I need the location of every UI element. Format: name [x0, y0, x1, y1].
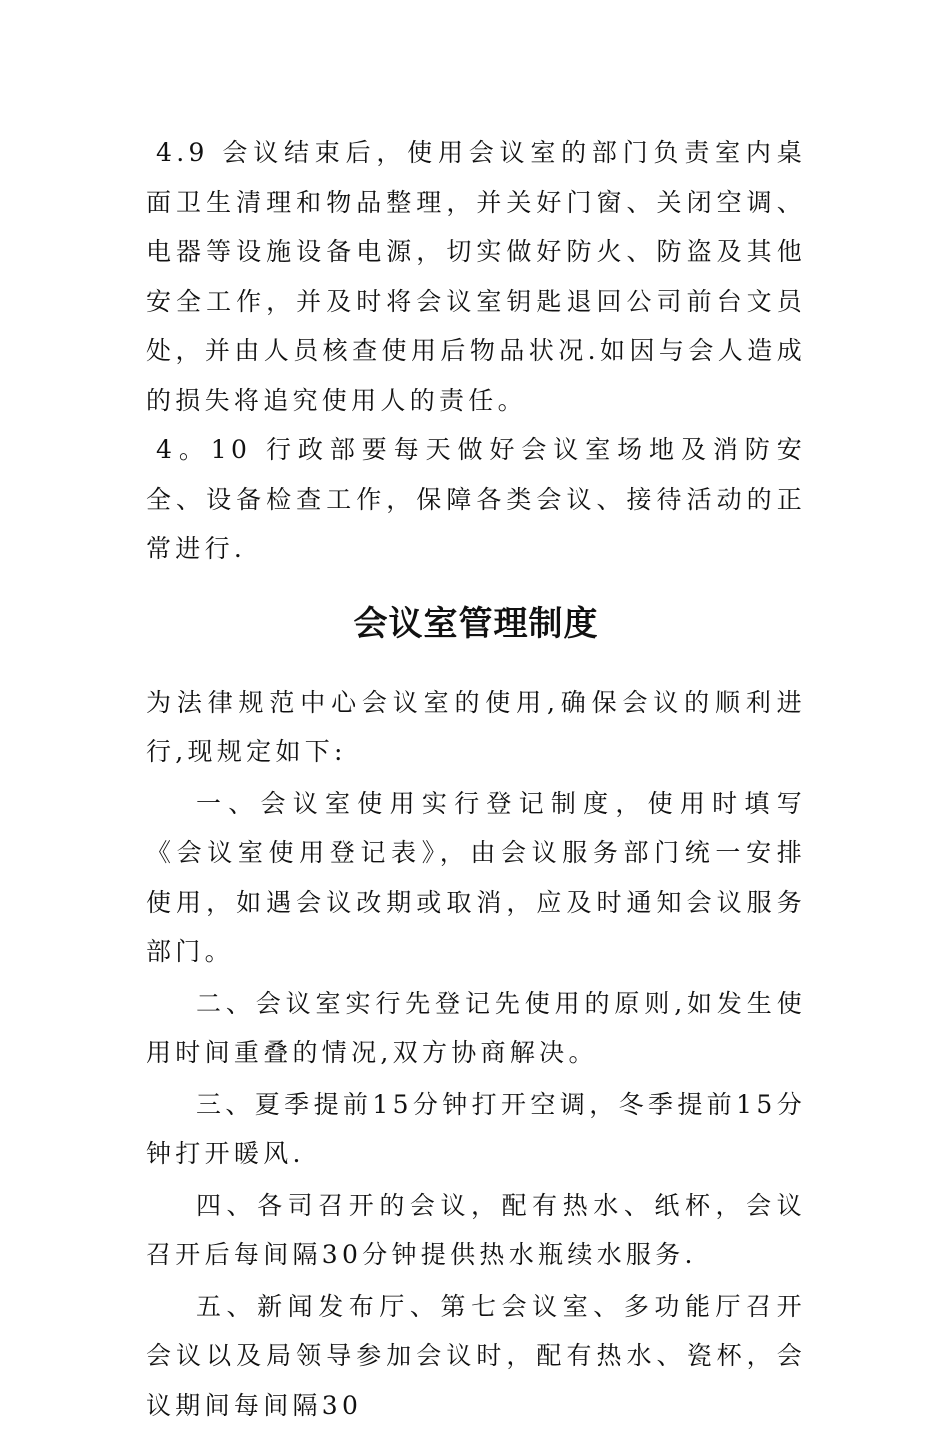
rule-1: 一、会议室使用实行登记制度，使用时填写《会议室使用登记表》，由会议服务部门统一安排使用，如遇会议改期或取消，应及时通知会议服务部门。 [146, 788, 806, 966]
rule-4: 四、各司召开的会议，配有热水、纸杯，会议召开后每间隔30分钟提供热水瓶续水服务. [146, 1190, 806, 1269]
document-page [146, 128, 806, 1432]
intro-paragraph: 为法律规范中心会议室的使用,确保会议的顺利进行,现规定如下: [146, 687, 806, 766]
document-title: 会议室管理制度 [353, 603, 599, 644]
paragraph-4-10: 4。10 行政部要每天做好会议室场地及消防安全、设备检查工作，保障各类会议、接待活动的正常进行. [146, 435, 806, 563]
rule-3: 三、夏季提前15分钟打开空调，冬季提前15分钟打开暖风. [146, 1089, 806, 1168]
rule-5: 五、新闻发布厅、第七会议室、多功能厅召开会议以及局领导参加会议时，配有热水、瓷杯，会议期间每间隔30 [146, 1291, 806, 1420]
paragraph-4-9: 4.9 会议结束后，使用会议室的部门负责室内桌面卫生清理和物品整理，并关好门窗、关闭空调、电器等设施设备电源，切实做好防火、防盗及其他安全工作，并及时将会议室钥匙退回公司前台文员处，并由人员核查使用后物品状况.如因与会人造成的损失将追究使用人的责任。 [146, 138, 806, 415]
rule-2: 二、会议室实行先登记先使用的原则,如发生使用时间重叠的情况,双方协商解决。 [146, 988, 806, 1067]
